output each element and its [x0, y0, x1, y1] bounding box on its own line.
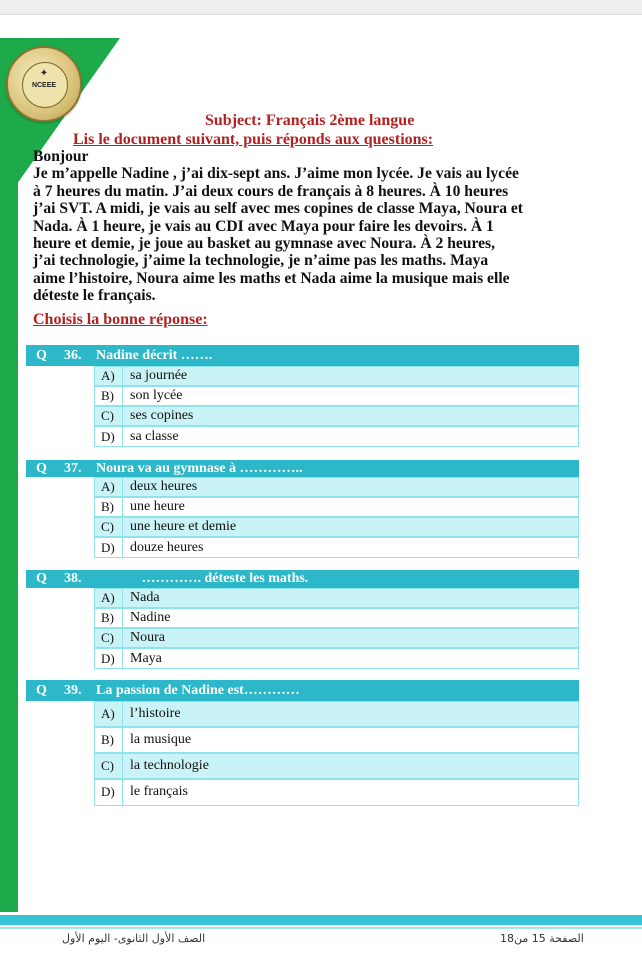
- option-text: Maya: [130, 651, 162, 666]
- option-text: son lycée: [130, 388, 183, 403]
- option-letter: C): [101, 408, 114, 423]
- question-text: Noura va au gymnase à …………..: [96, 461, 303, 476]
- option-b[interactable]: [94, 727, 579, 753]
- question-header: [26, 680, 579, 701]
- option-d[interactable]: [94, 537, 579, 558]
- question-number: 36.: [64, 348, 82, 363]
- option-d[interactable]: [94, 779, 579, 806]
- option-text: Noura: [130, 630, 165, 645]
- option-letter: D): [101, 540, 115, 555]
- question-header: [26, 460, 579, 477]
- question-number: 39.: [64, 683, 82, 698]
- option-letter: A): [101, 706, 115, 721]
- reading-passage: [33, 148, 628, 305]
- seal-monogram: ✦: [39, 68, 49, 79]
- option-d[interactable]: [94, 426, 579, 447]
- footer-line: [0, 927, 642, 929]
- option-letter: B): [101, 732, 114, 747]
- question-text: Nadine décrit …….: [96, 348, 213, 363]
- option-c[interactable]: [94, 406, 579, 426]
- option-text: la musique: [130, 732, 192, 747]
- passage-line: à 7 heures du matin. J’ai deux cours de français à 8 heures. À 10 heures: [33, 182, 509, 200]
- question-header: [26, 570, 579, 588]
- option-a[interactable]: [94, 477, 579, 497]
- footer-page-number: الصفحة 15 من18: [500, 932, 584, 945]
- question-38: [26, 570, 579, 669]
- option-c[interactable]: [94, 628, 579, 648]
- passage-line: Je m’appelle Nadine , j’ai dix-sept ans. J’aime mon lycée. Je vais au lycée: [33, 165, 519, 183]
- option-letter: B): [101, 388, 114, 403]
- option-text: la technologie: [130, 758, 209, 773]
- passage-line: j’ai technologie, j’aime la technologie, je n’aime pas les maths. Maya: [33, 252, 489, 270]
- option-letter: C): [101, 758, 114, 773]
- option-d[interactable]: [94, 648, 579, 669]
- passage-line: heure et demie, je joue au basket au gymnase avec Noura. À 2 heures,: [33, 235, 495, 253]
- top-bar: [0, 0, 642, 15]
- question-36: [26, 345, 579, 447]
- option-a[interactable]: [94, 588, 579, 608]
- school-seal-logo: [6, 46, 82, 122]
- option-letter: B): [101, 499, 114, 514]
- option-letter: B): [101, 610, 114, 625]
- question-text: La passion de Nadine est…………: [96, 683, 300, 698]
- footer-bar: [0, 915, 642, 925]
- subject-title: Subject: Français 2ème langue: [205, 112, 415, 129]
- reading-instruction: Lis le document suivant, puis réponds aux questions:: [73, 131, 434, 148]
- option-a[interactable]: [94, 701, 579, 727]
- passage-greeting: Bonjour: [33, 148, 89, 165]
- option-text: Nada: [130, 590, 160, 605]
- option-letter: D): [101, 429, 115, 444]
- option-c[interactable]: [94, 753, 579, 779]
- option-text: Nadine: [130, 610, 171, 625]
- seal-text: NCEEE: [31, 82, 57, 89]
- option-letter: C): [101, 630, 114, 645]
- question-label: Q: [36, 571, 47, 586]
- question-header: [26, 345, 579, 366]
- option-letter: D): [101, 651, 115, 666]
- option-text: une heure: [130, 499, 185, 514]
- passage-line: j’ai SVT. A midi, je vais au self avec mes copines de classe Maya, Noura et: [33, 200, 523, 218]
- option-text: le français: [130, 784, 188, 799]
- option-letter: A): [101, 479, 115, 494]
- option-b[interactable]: [94, 497, 579, 517]
- question-number: 37.: [64, 461, 82, 476]
- question-label: Q: [36, 683, 47, 698]
- question-39: [26, 680, 579, 806]
- option-text: ses copines: [130, 408, 194, 423]
- option-letter: D): [101, 784, 115, 799]
- option-c[interactable]: [94, 517, 579, 537]
- option-a[interactable]: [94, 366, 579, 386]
- question-number: 38.: [64, 571, 82, 586]
- option-letter: C): [101, 519, 114, 534]
- passage-line: Nada. À 1 heure, je vais au CDI avec Maya pour faire les devoirs. À 1: [33, 217, 494, 235]
- question-label: Q: [36, 461, 47, 476]
- footer-grade-day: الصف الأول الثانوى- اليوم الأول: [62, 932, 206, 945]
- option-letter: A): [101, 590, 115, 605]
- option-text: sa journée: [130, 368, 188, 383]
- question-37: [26, 460, 579, 558]
- option-text: une heure et demie: [130, 519, 237, 534]
- passage-line: déteste le français.: [33, 287, 156, 305]
- question-label: Q: [36, 348, 47, 363]
- option-text: sa classe: [130, 429, 179, 444]
- passage-line: aime l’histoire, Noura aime les maths et Nada aime la musique mais elle: [33, 269, 510, 287]
- option-b[interactable]: [94, 608, 579, 628]
- option-text: douze heures: [130, 540, 204, 555]
- option-text: deux heures: [130, 479, 198, 494]
- question-text: …………. déteste les maths.: [96, 571, 309, 586]
- option-letter: A): [101, 368, 115, 383]
- option-text: l’histoire: [130, 706, 181, 721]
- choose-instruction: Choisis la bonne réponse:: [33, 311, 208, 328]
- option-b[interactable]: [94, 386, 579, 406]
